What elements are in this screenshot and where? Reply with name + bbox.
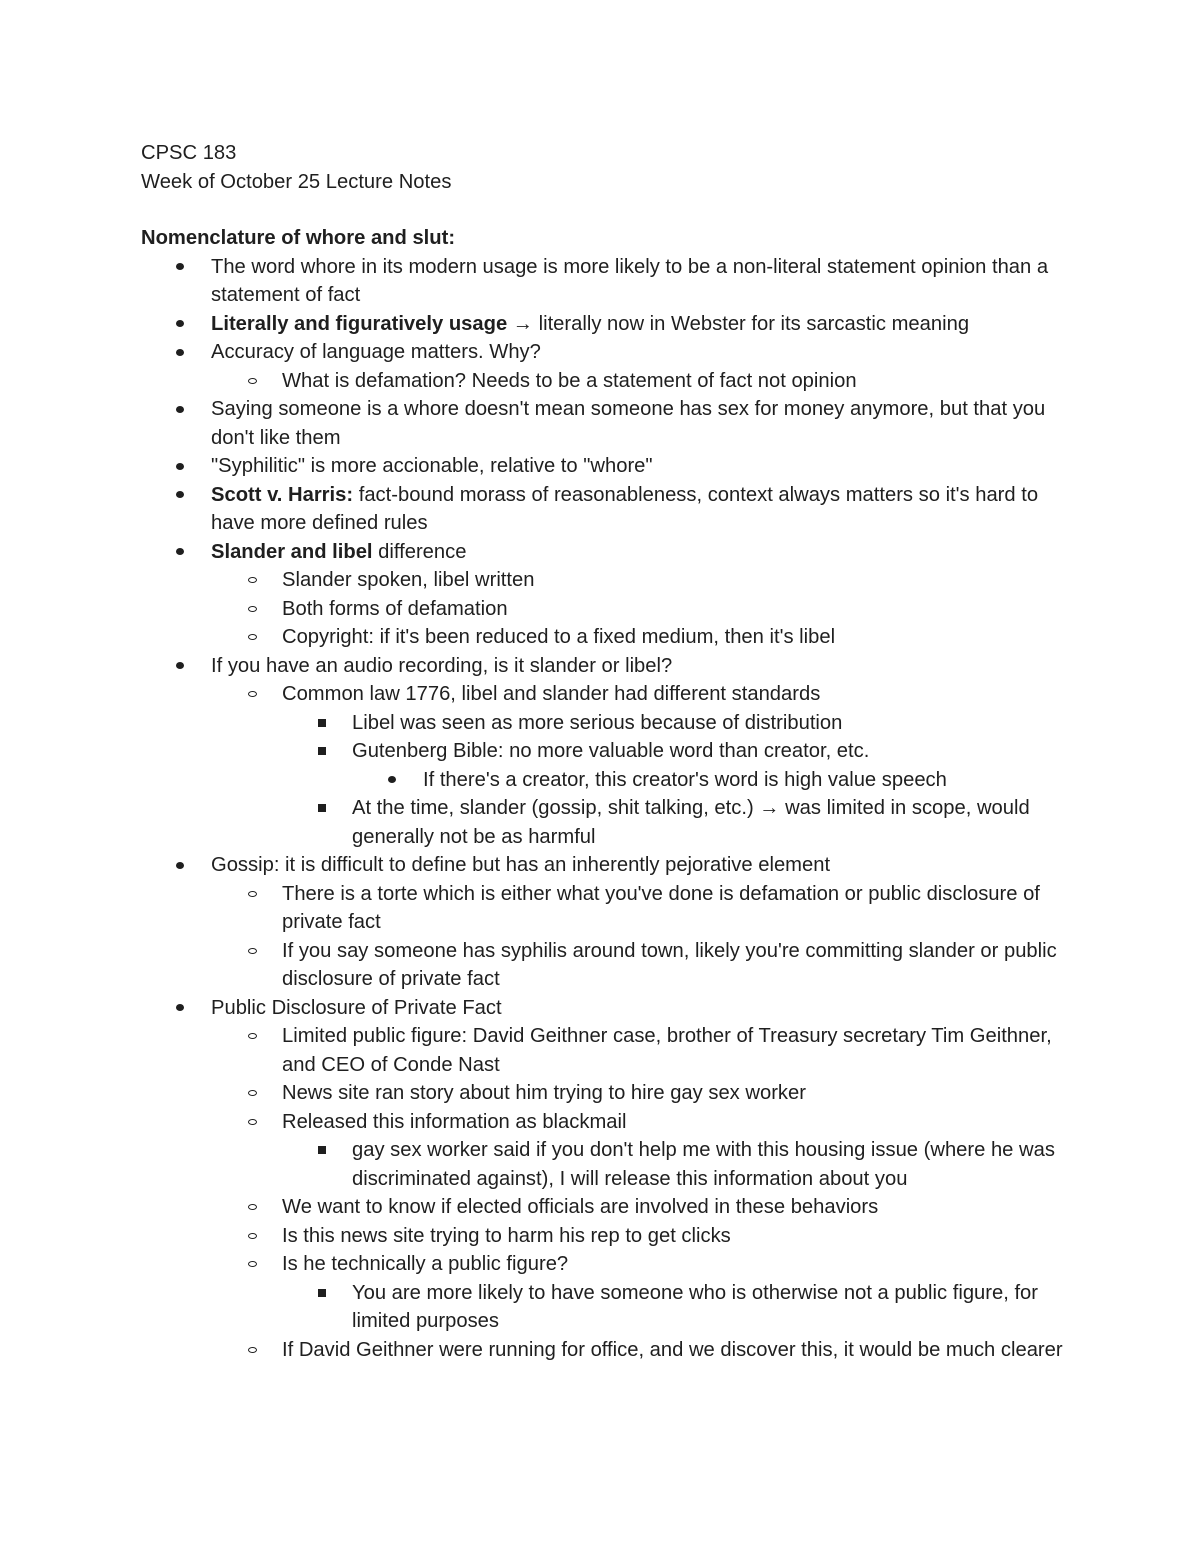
bullet-dot-icon — [176, 263, 184, 270]
list-item-bold-text: Slander and libel — [211, 540, 373, 563]
list-item-text: Is he technically a public figure? — [282, 1253, 569, 1275]
list-item — [141, 253, 1071, 310]
bullet-marker — [245, 1250, 259, 1279]
bullet-marker — [245, 1079, 259, 1108]
list-item — [141, 623, 1071, 652]
spacer — [141, 196, 1071, 224]
list-item — [141, 1250, 1071, 1279]
list-item — [141, 680, 1071, 709]
bullet-marker — [173, 253, 187, 282]
list-item-text: Common law 1776, libel and slander had different standards — [282, 683, 821, 705]
course-title: CPSC 183 — [141, 142, 237, 164]
list-item-bold-text: Scott v. Harris: — [211, 483, 354, 506]
list-item-text: You are more likely to have someone who is otherwise not a public figure, for limited purposes — [352, 1281, 1038, 1332]
bullet-marker — [245, 1336, 259, 1365]
list-item-text: Saying someone is a whore doesn't mean someone has sex for money anymore, but that you don't like them — [211, 398, 1046, 449]
list-item — [141, 1279, 1071, 1336]
document-subtitle: Week of October 25 Lecture Notes — [141, 170, 452, 193]
bullet-dot-icon — [176, 491, 184, 498]
list-item-text: Accuracy of language matters. Why? — [211, 341, 541, 363]
section-heading-text: Nomenclature of whore and slut: — [141, 227, 456, 249]
bullet-marker — [245, 595, 259, 624]
list-item — [141, 310, 1071, 339]
list-item — [141, 880, 1071, 937]
bullet-circle-icon — [248, 1119, 257, 1125]
bullet-marker — [245, 1108, 259, 1137]
list-item-text: Libel was seen as more serious because of distribution — [352, 711, 843, 734]
bullet-marker — [173, 481, 187, 510]
bullet-square-icon — [318, 1289, 326, 1297]
list-item — [141, 937, 1071, 994]
list-item-bold-text: Literally and figuratively usage — [211, 312, 508, 335]
list-item-text: "Syphilitic" is more accionable, relative to "whore" — [211, 455, 653, 477]
bullet-marker — [173, 538, 187, 567]
bullet-marker — [173, 338, 187, 367]
bullet-dot-icon — [176, 862, 184, 869]
list-item-text: → literally now in Webster for its sarcastic meaning — [507, 312, 970, 335]
list-item-text: What is defamation? Needs to be a statement of fact not opinion — [282, 369, 857, 392]
bullet-dot-icon — [176, 406, 184, 413]
bullet-circle-icon — [248, 634, 257, 640]
list-item — [141, 994, 1071, 1023]
bullet-circle-icon — [248, 1261, 257, 1267]
list-item-text: Slander spoken, libel written — [282, 569, 535, 591]
list-item — [141, 1336, 1071, 1365]
list-item-text: If there's a creator, this creator's word is high value speech — [423, 768, 947, 791]
bullet-marker — [315, 1279, 329, 1308]
bullet-square-icon — [318, 719, 326, 727]
bullet-marker — [245, 937, 259, 966]
bullet-square-icon — [318, 747, 326, 755]
bullet-circle-icon — [248, 948, 257, 954]
bullet-dot-icon — [176, 1004, 184, 1011]
list-item — [141, 1079, 1071, 1108]
bullet-marker — [245, 1022, 259, 1051]
bullet-dot-icon — [176, 662, 184, 669]
list-item — [141, 709, 1071, 738]
list-item-text: If you have an audio recording, is it slander or libel? — [211, 654, 673, 677]
list-item — [141, 1022, 1071, 1079]
bullet-marker — [173, 851, 187, 880]
bullet-marker — [245, 566, 259, 595]
list-item-text: There is a torte which is either what you've done is defamation or public disclosure of private fact — [282, 882, 1040, 933]
bullet-marker — [245, 680, 259, 709]
bullet-marker — [385, 766, 399, 795]
list-item-text: News site ran story about him trying to hire gay sex worker — [282, 1082, 806, 1104]
bullet-circle-icon — [248, 1033, 257, 1039]
list-item-text: If you say someone has syphilis around town, likely you're committing slander or public disclosure of private fact — [282, 939, 1057, 990]
bullet-circle-icon — [248, 1090, 257, 1096]
list-item-text: Public Disclosure of Private Fact — [211, 996, 502, 1019]
list-item — [141, 395, 1071, 452]
bullet-marker — [245, 1222, 259, 1251]
list-item-text: Released this information as blackmail — [282, 1110, 627, 1133]
bullet-circle-icon — [248, 891, 257, 897]
list-item — [141, 481, 1071, 538]
list-item — [141, 652, 1071, 681]
bullet-list — [141, 253, 1071, 1365]
section-heading — [141, 224, 1071, 253]
list-item-text: At the time, slander (gossip, shit talking, etc.) → was limited in scope, would generally not be as harmful — [352, 797, 1030, 848]
list-item-text: If David Geithner were running for office, and we discover this, it would be much clearer — [282, 1338, 1063, 1361]
list-item — [141, 1136, 1071, 1193]
list-item-text: fact-bound morass of reasonableness, context always matters so it's hard to have more defined rules — [211, 483, 1039, 534]
bullet-dot-icon — [176, 463, 184, 470]
list-item-text: Is this news site trying to harm his rep to get clicks — [282, 1224, 731, 1247]
list-item-text: Limited public figure: David Geithner case, brother of Treasury secretary Tim Geithner, and CEO of Conde Nast — [282, 1025, 1052, 1076]
document-page — [141, 139, 1071, 1364]
bullet-marker — [173, 652, 187, 681]
bullet-marker — [245, 880, 259, 909]
bullet-marker — [173, 310, 187, 339]
bullet-marker — [173, 395, 187, 424]
bullet-circle-icon — [248, 691, 257, 697]
bullet-circle-icon — [248, 378, 257, 384]
list-item — [141, 851, 1071, 880]
bullet-dot-icon — [388, 776, 396, 783]
bullet-circle-icon — [248, 1204, 257, 1210]
bullet-marker — [173, 452, 187, 481]
bullet-dot-icon — [176, 349, 184, 356]
bullet-dot-icon — [176, 320, 184, 327]
bullet-circle-icon — [248, 1347, 257, 1353]
bullet-circle-icon — [248, 1233, 257, 1239]
bullet-marker — [315, 709, 329, 738]
bullet-marker — [315, 1136, 329, 1165]
list-item-text: Gutenberg Bible: no more valuable word than creator, etc. — [352, 740, 870, 762]
bullet-marker — [245, 1193, 259, 1222]
bullet-dot-icon — [176, 548, 184, 555]
bullet-marker — [245, 623, 259, 652]
bullet-marker — [173, 994, 187, 1023]
list-item — [141, 538, 1071, 567]
list-item — [141, 766, 1071, 795]
list-item-text: Copyright: if it's been reduced to a fixed medium, then it's libel — [282, 626, 836, 648]
list-item — [141, 452, 1071, 481]
bullet-marker — [245, 367, 259, 396]
list-item — [141, 566, 1071, 595]
list-item-text: Both forms of defamation — [282, 597, 508, 620]
list-item — [141, 1193, 1071, 1222]
bullet-marker — [315, 794, 329, 823]
bullet-circle-icon — [248, 577, 257, 583]
list-item — [141, 794, 1071, 851]
list-item-text: The word whore in its modern usage is more likely to be a non-literal statement opinion than a statement of fact — [211, 255, 1049, 306]
list-item-text: difference — [372, 540, 467, 563]
bullet-square-icon — [318, 804, 326, 812]
list-item-text: Gossip: it is difficult to define but has an inherently pejorative element — [211, 854, 831, 876]
list-item — [141, 1222, 1071, 1251]
list-item-text: We want to know if elected officials are involved in these behaviors — [282, 1196, 879, 1218]
bullet-marker — [315, 737, 329, 766]
bullet-square-icon — [318, 1146, 326, 1154]
list-item — [141, 338, 1071, 367]
list-item-text: gay sex worker said if you don't help me with this housing issue (where he was discriminated against), I will release this information about you — [352, 1139, 1055, 1190]
bullet-circle-icon — [248, 606, 257, 612]
list-item — [141, 737, 1071, 766]
list-item — [141, 595, 1071, 624]
list-item — [141, 367, 1071, 396]
list-item — [141, 1108, 1071, 1137]
